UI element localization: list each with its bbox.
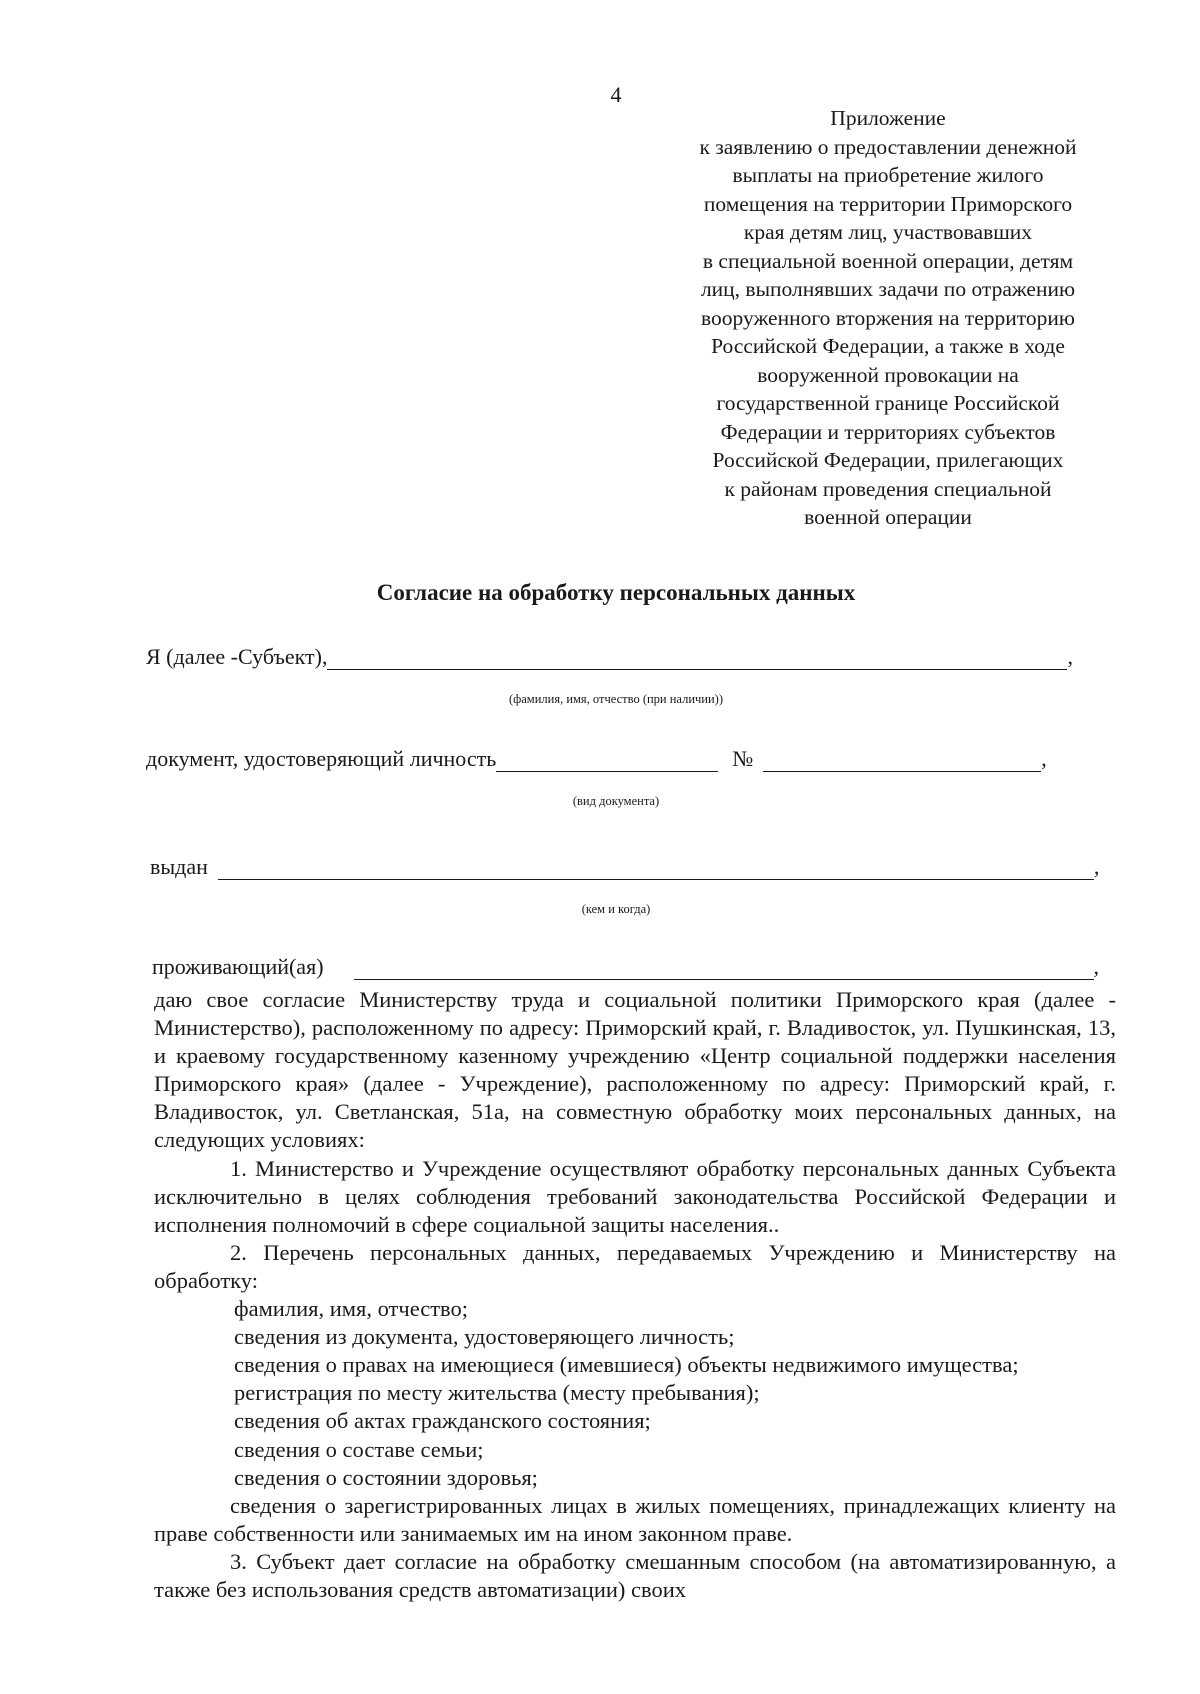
annex-line: лиц, выполнявших задачи по отражению [700,277,1076,301]
subject-caption: (фамилия, имя, отчество (при наличии)) [508,692,723,706]
annex-line: Приложение [830,106,946,130]
issued-by-field[interactable] [218,857,1094,880]
doc-caption: (вид документа) [572,794,660,808]
annex-line: в специальной военной операции, детям [702,248,1074,273]
clause-2: 2. Перечень персональных данных, передаваемых Учреждению и Министерству на обработку: [154,1239,1116,1293]
doc-number-label: № [732,746,754,771]
annex-line: государственной границе Российской [716,391,1060,415]
annex-line: выплаты на приобретение жилого [732,163,1044,187]
comma: , [1093,854,1100,879]
list-item: сведения об актах гражданского состояния; [234,1408,651,1434]
document-row [146,746,1047,772]
list-item: сведения о состоянии здоровья; [234,1464,538,1490]
list-item-last: сведения о зарегистрированных лицах в жилых помещениях, принадлежащих клиенту на праве собственности или занимаемых им на ином законном праве. [154,1492,1116,1546]
list-item: регистрация по месту жительства (месту пребывания); [234,1380,760,1406]
subject-row [146,644,1073,670]
list-item: фамилия, имя, отчество; [234,1296,469,1322]
annex-line: к заявлению о предоставлении денежной [699,134,1077,159]
comma: , [1041,746,1047,771]
annex-line: края детям лиц, участвовавших [743,220,1033,244]
clause-1: 1. Министерство и Учреждение осуществляют обработку персональных данных Субъекта исключительно в целях соблюдения требований законодательства Российской Федерации и исполнения полномочий в сфере социальной защиты населения.. [154,1155,1116,1237]
subject-label: Я (далее -Субъект), [146,644,328,669]
issued-row [150,854,1099,880]
annex-line: помещения на территории Приморского [703,191,1073,216]
intro-paragraph: даю свое согласие Министерству труда и социальной политики Приморского края (далее - Министерство), расположенному по адресу: Приморский край, г. Владивосток, ул. Пушкинская, 13, и краевому государственному казенному учреждению «Центр социальной поддержки населения Приморского края» (далее - Учреждение), расположенному по адресу: Приморский край, г. Владивосток, ул. Светланская, 51а, на совместную обработку моих персональных данных, на следующих условиях: [154,987,1116,1153]
page-number: 4 [610,82,622,107]
annex-line: Российской Федерации, прилегающих [712,448,1064,472]
annex-line: вооруженной провокации на [757,362,1019,387]
list-item: сведения о правах на имеющиеся (имевшиеся) объекты недвижимого имущества; [234,1352,1019,1378]
annex-line: Российской Федерации, а также в ходе [711,334,1065,358]
annex-line: военной операции [804,505,972,529]
doc-type-field[interactable] [496,749,718,772]
doc-label: документ, удостоверяющий личность [146,746,497,771]
annex-header [672,104,1104,532]
annex-line: вооруженного вторжения на территорию [701,305,1075,330]
subject-name-field[interactable] [327,647,1067,670]
list-item: сведения о составе семьи; [234,1436,484,1462]
annex-line: Федерации и территориях субъектов [720,419,1056,444]
issued-caption: (кем и когда) [581,902,651,916]
residing-row [152,954,1099,980]
document-title: Согласие на обработку персональных данных [376,580,856,605]
residing-address-field[interactable] [354,957,1094,980]
comma: , [1067,644,1073,669]
consent-body [154,986,1116,1604]
doc-number-field[interactable] [763,749,1041,772]
comma: , [1093,954,1100,979]
residing-label: проживающий(ая) [152,954,324,979]
list-item: сведения из документа, удостоверяющего личность; [234,1324,735,1350]
clause-3: 3. Субъект дает согласие на обработку смешанным способом (на автоматизированную, а также без использования средств автоматизации) своих [154,1548,1116,1602]
annex-line: к районам проведения специальной [724,476,1052,501]
issued-label: выдан [150,854,208,879]
